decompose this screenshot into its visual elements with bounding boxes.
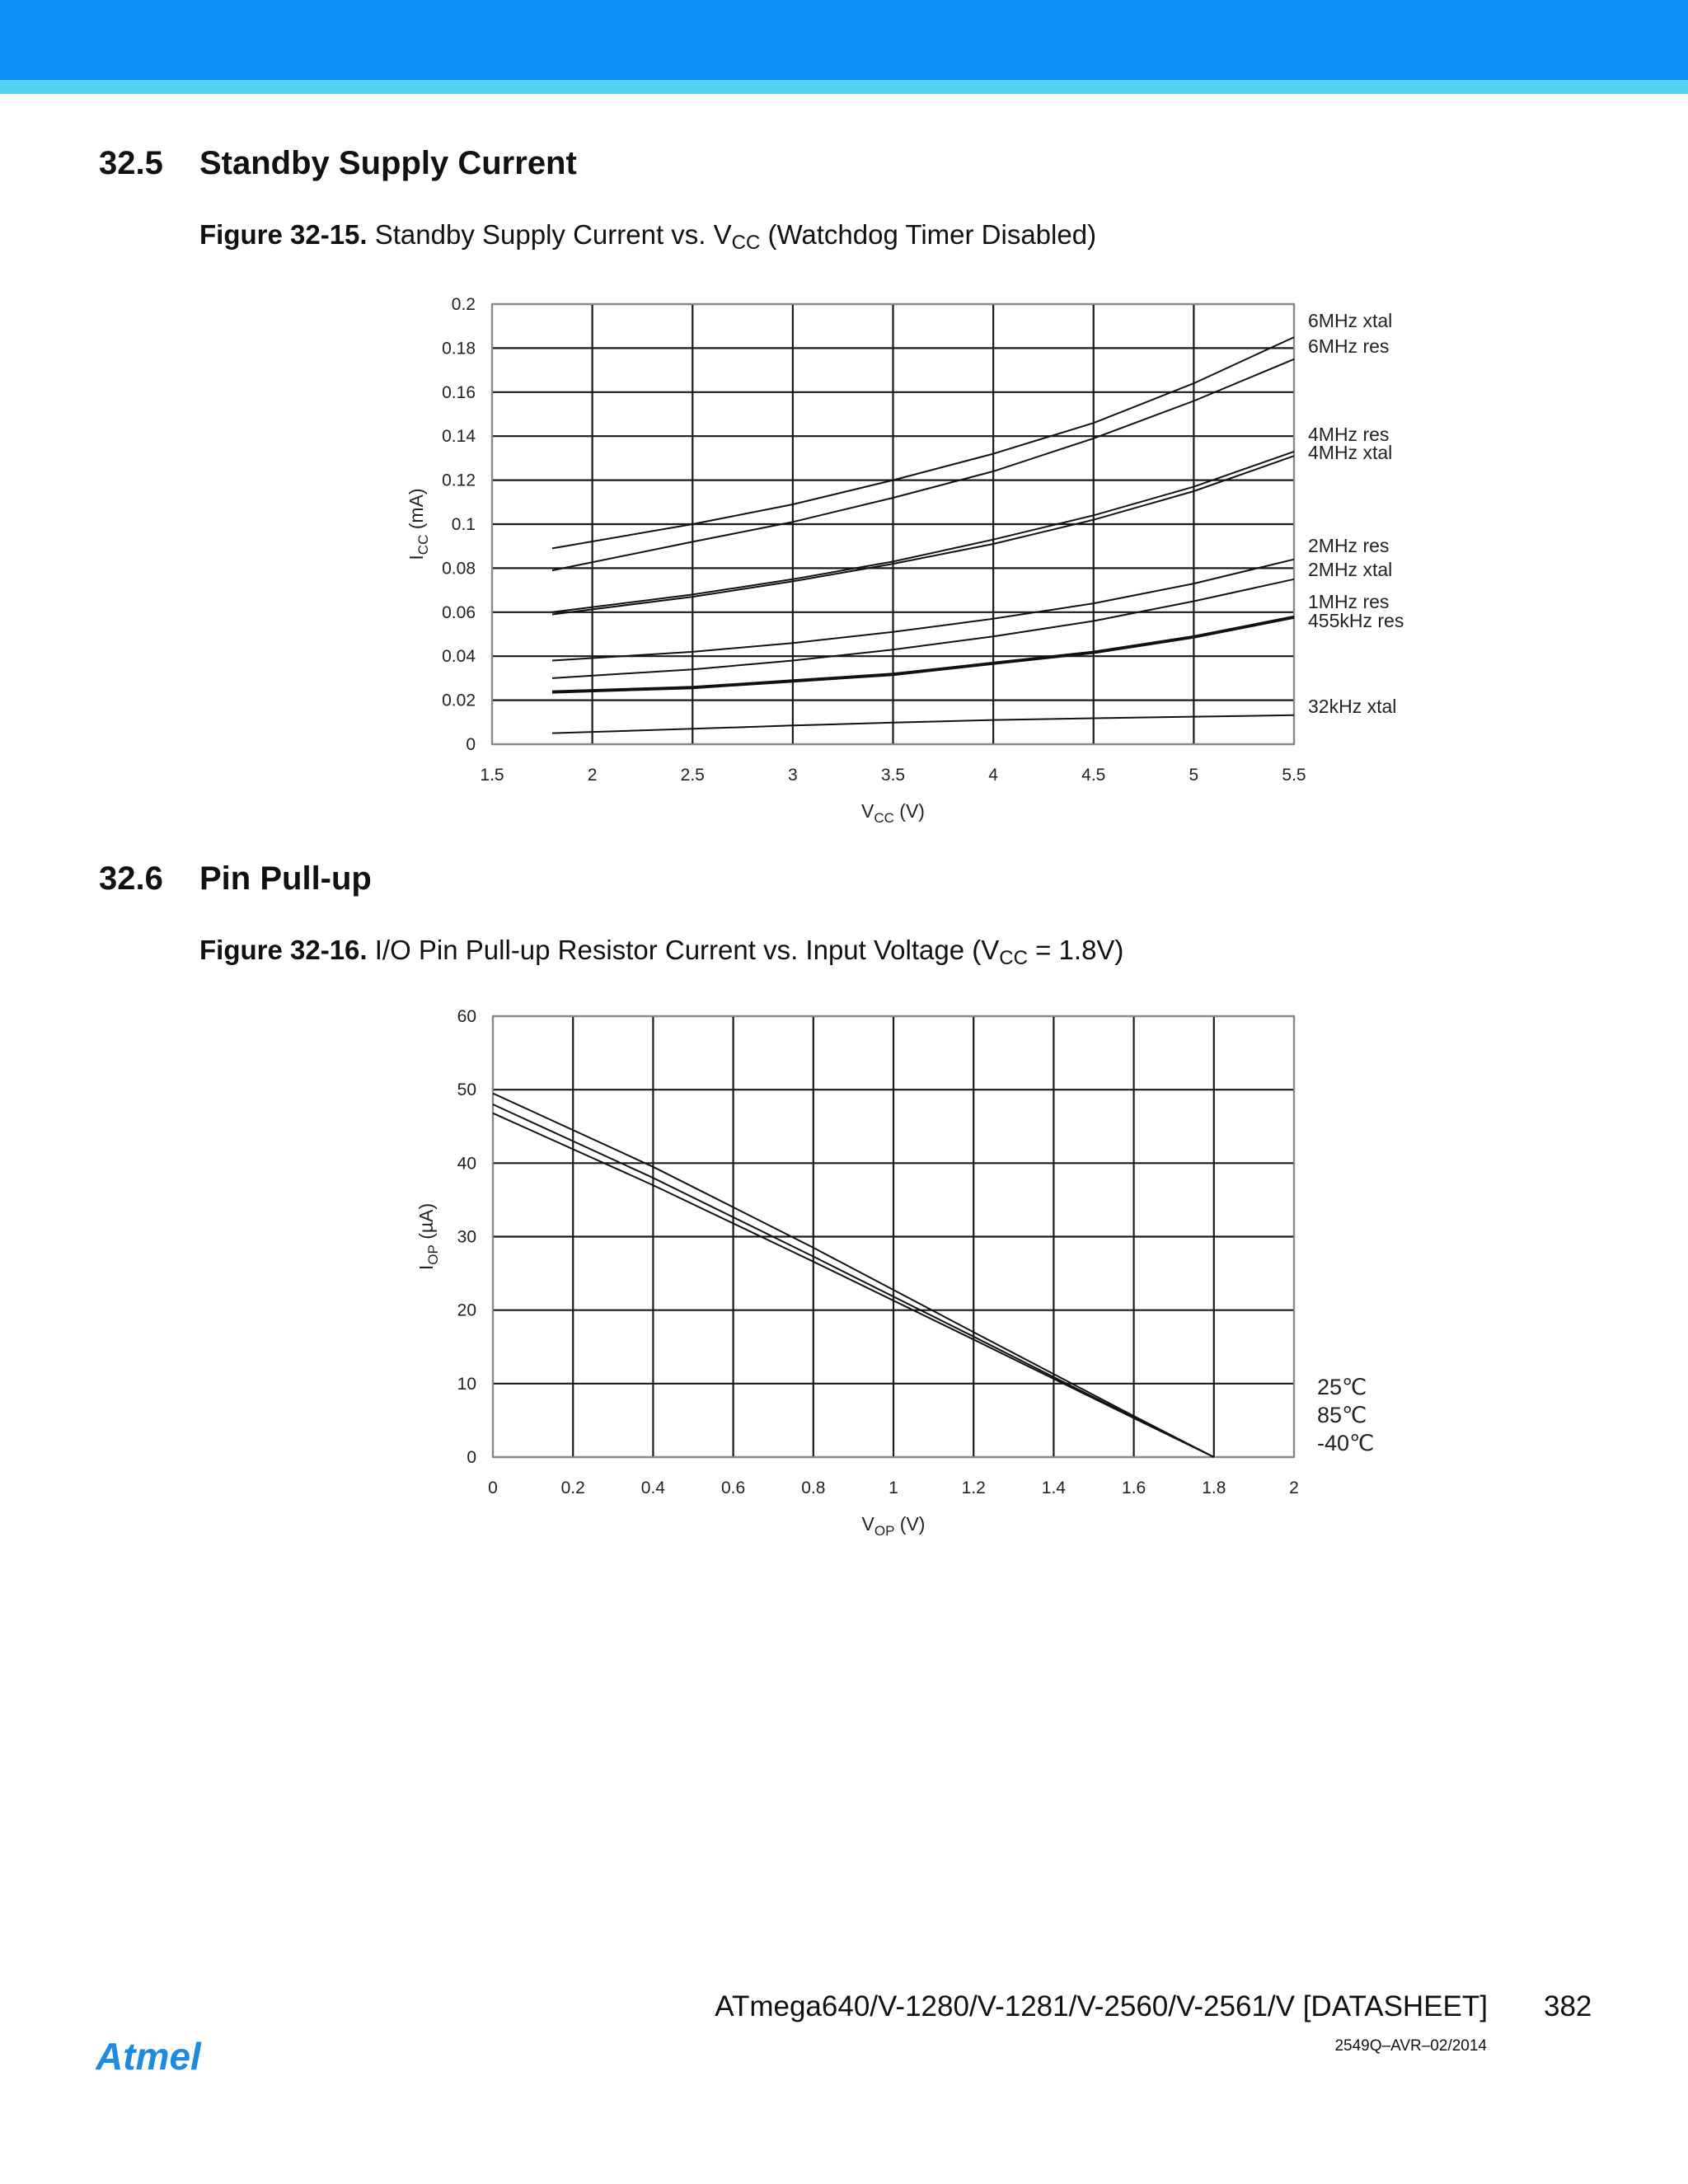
series-label: 4MHz xtal: [1308, 442, 1393, 463]
y-axis-label: $I_{OP}$ (µA): [415, 1202, 441, 1271]
x-tick-label: 4: [988, 766, 998, 785]
series-label: 455kHz res: [1308, 610, 1404, 631]
y-axis-label: $I_{CC}$ (mA): [406, 488, 431, 560]
x-tick-label: 2.5: [680, 766, 705, 785]
x-tick-label: 0.2: [560, 1479, 585, 1497]
series-label: 2MHz xtal: [1308, 559, 1393, 580]
figure-text-sub: CC: [999, 947, 1028, 969]
y-tick-label: 0.06: [442, 602, 476, 622]
x-tick-label: 4.5: [1081, 766, 1106, 785]
x-tick-label: 0: [488, 1479, 498, 1497]
footer-page-number: 382: [1544, 1990, 1592, 2022]
y-tick-label: 0.14: [442, 427, 476, 447]
logo-text: Atmel: [96, 2035, 201, 2078]
y-tick-label: 0.04: [442, 647, 476, 667]
y-tick-label: 20: [457, 1301, 476, 1320]
figure-text-end: (Watchdog Timer Disabled): [760, 219, 1097, 250]
x-tick-label: 1: [889, 1479, 898, 1497]
footer-doc-code: 2549Q–AVR–02/2014: [1334, 2037, 1487, 2055]
series-label: 4MHz res: [1308, 424, 1390, 445]
atmel-logo: [96, 2033, 244, 2087]
series-label: 85℃: [1317, 1403, 1367, 1427]
y-tick-label: 30: [457, 1227, 476, 1247]
section-number: 32.5: [99, 145, 163, 181]
series-label: -40℃: [1317, 1431, 1375, 1455]
y-tick-label: 0: [466, 735, 476, 754]
x-tick-label: 1.5: [480, 766, 504, 785]
section-title: Standby Supply Current: [199, 145, 577, 181]
y-tick-label: 10: [457, 1374, 476, 1394]
series-label: 1MHz res: [1308, 591, 1390, 612]
section-title: Pin Pull-up: [199, 860, 372, 897]
figure-text: Standby Supply Current vs. V: [374, 219, 732, 250]
y-tick-label: 0.1: [451, 515, 476, 534]
figure-text-sub: CC: [731, 232, 761, 254]
y-tick-label: 50: [457, 1080, 476, 1100]
x-tick-label: 3.5: [880, 766, 906, 785]
x-tick-label: 2: [1289, 1479, 1299, 1497]
figure-label: Figure 32-16.: [199, 935, 368, 965]
series-label: 25℃: [1317, 1375, 1367, 1399]
x-tick-label: 1.6: [1121, 1479, 1146, 1497]
x-axis-label: $V_{CC}$ (V): [861, 800, 925, 826]
x-tick-label: 1.2: [961, 1479, 986, 1497]
y-tick-label: 0.02: [442, 691, 476, 710]
x-tick-label: 1.4: [1041, 1479, 1067, 1497]
series-label: 6MHz res: [1308, 335, 1390, 357]
series-label: 2MHz res: [1308, 535, 1390, 556]
y-tick-label: 0.16: [442, 382, 476, 402]
section-number: 32.6: [99, 860, 163, 897]
y-tick-label: 0: [467, 1448, 476, 1467]
x-tick-label: 5: [1189, 766, 1199, 785]
series-label: 6MHz xtal: [1308, 310, 1393, 331]
x-tick-label: 2: [587, 766, 598, 785]
x-tick-label: 3: [788, 766, 798, 785]
x-tick-label: 0.8: [801, 1479, 826, 1497]
y-tick-label: 40: [457, 1154, 476, 1174]
x-tick-label: 5.5: [1282, 766, 1306, 785]
x-tick-label: 0.4: [640, 1479, 666, 1497]
footer-doc-title: ATmega640/V-1280/V-1281/V-2560/V-2561/V [DATASHEET]: [715, 1990, 1488, 2022]
series-label: 32kHz xtal: [1308, 696, 1397, 717]
y-tick-label: 60: [457, 1007, 476, 1026]
y-tick-label: 0.08: [442, 559, 476, 579]
figure-label: Figure 32-15.: [199, 219, 368, 250]
series-line: [493, 1113, 1214, 1457]
y-tick-label: 0.2: [451, 295, 476, 314]
y-tick-label: 0.18: [442, 339, 476, 359]
figure-text-end: = 1.8V): [1027, 935, 1124, 965]
figure-text: I/O Pin Pull-up Resistor Current vs. Input Voltage (V: [374, 935, 1000, 965]
x-tick-label: 1.8: [1202, 1479, 1226, 1497]
x-tick-label: 0.6: [720, 1479, 746, 1497]
x-axis-label: $V_{OP}$ (V): [861, 1513, 926, 1539]
y-tick-label: 0.12: [442, 471, 476, 490]
